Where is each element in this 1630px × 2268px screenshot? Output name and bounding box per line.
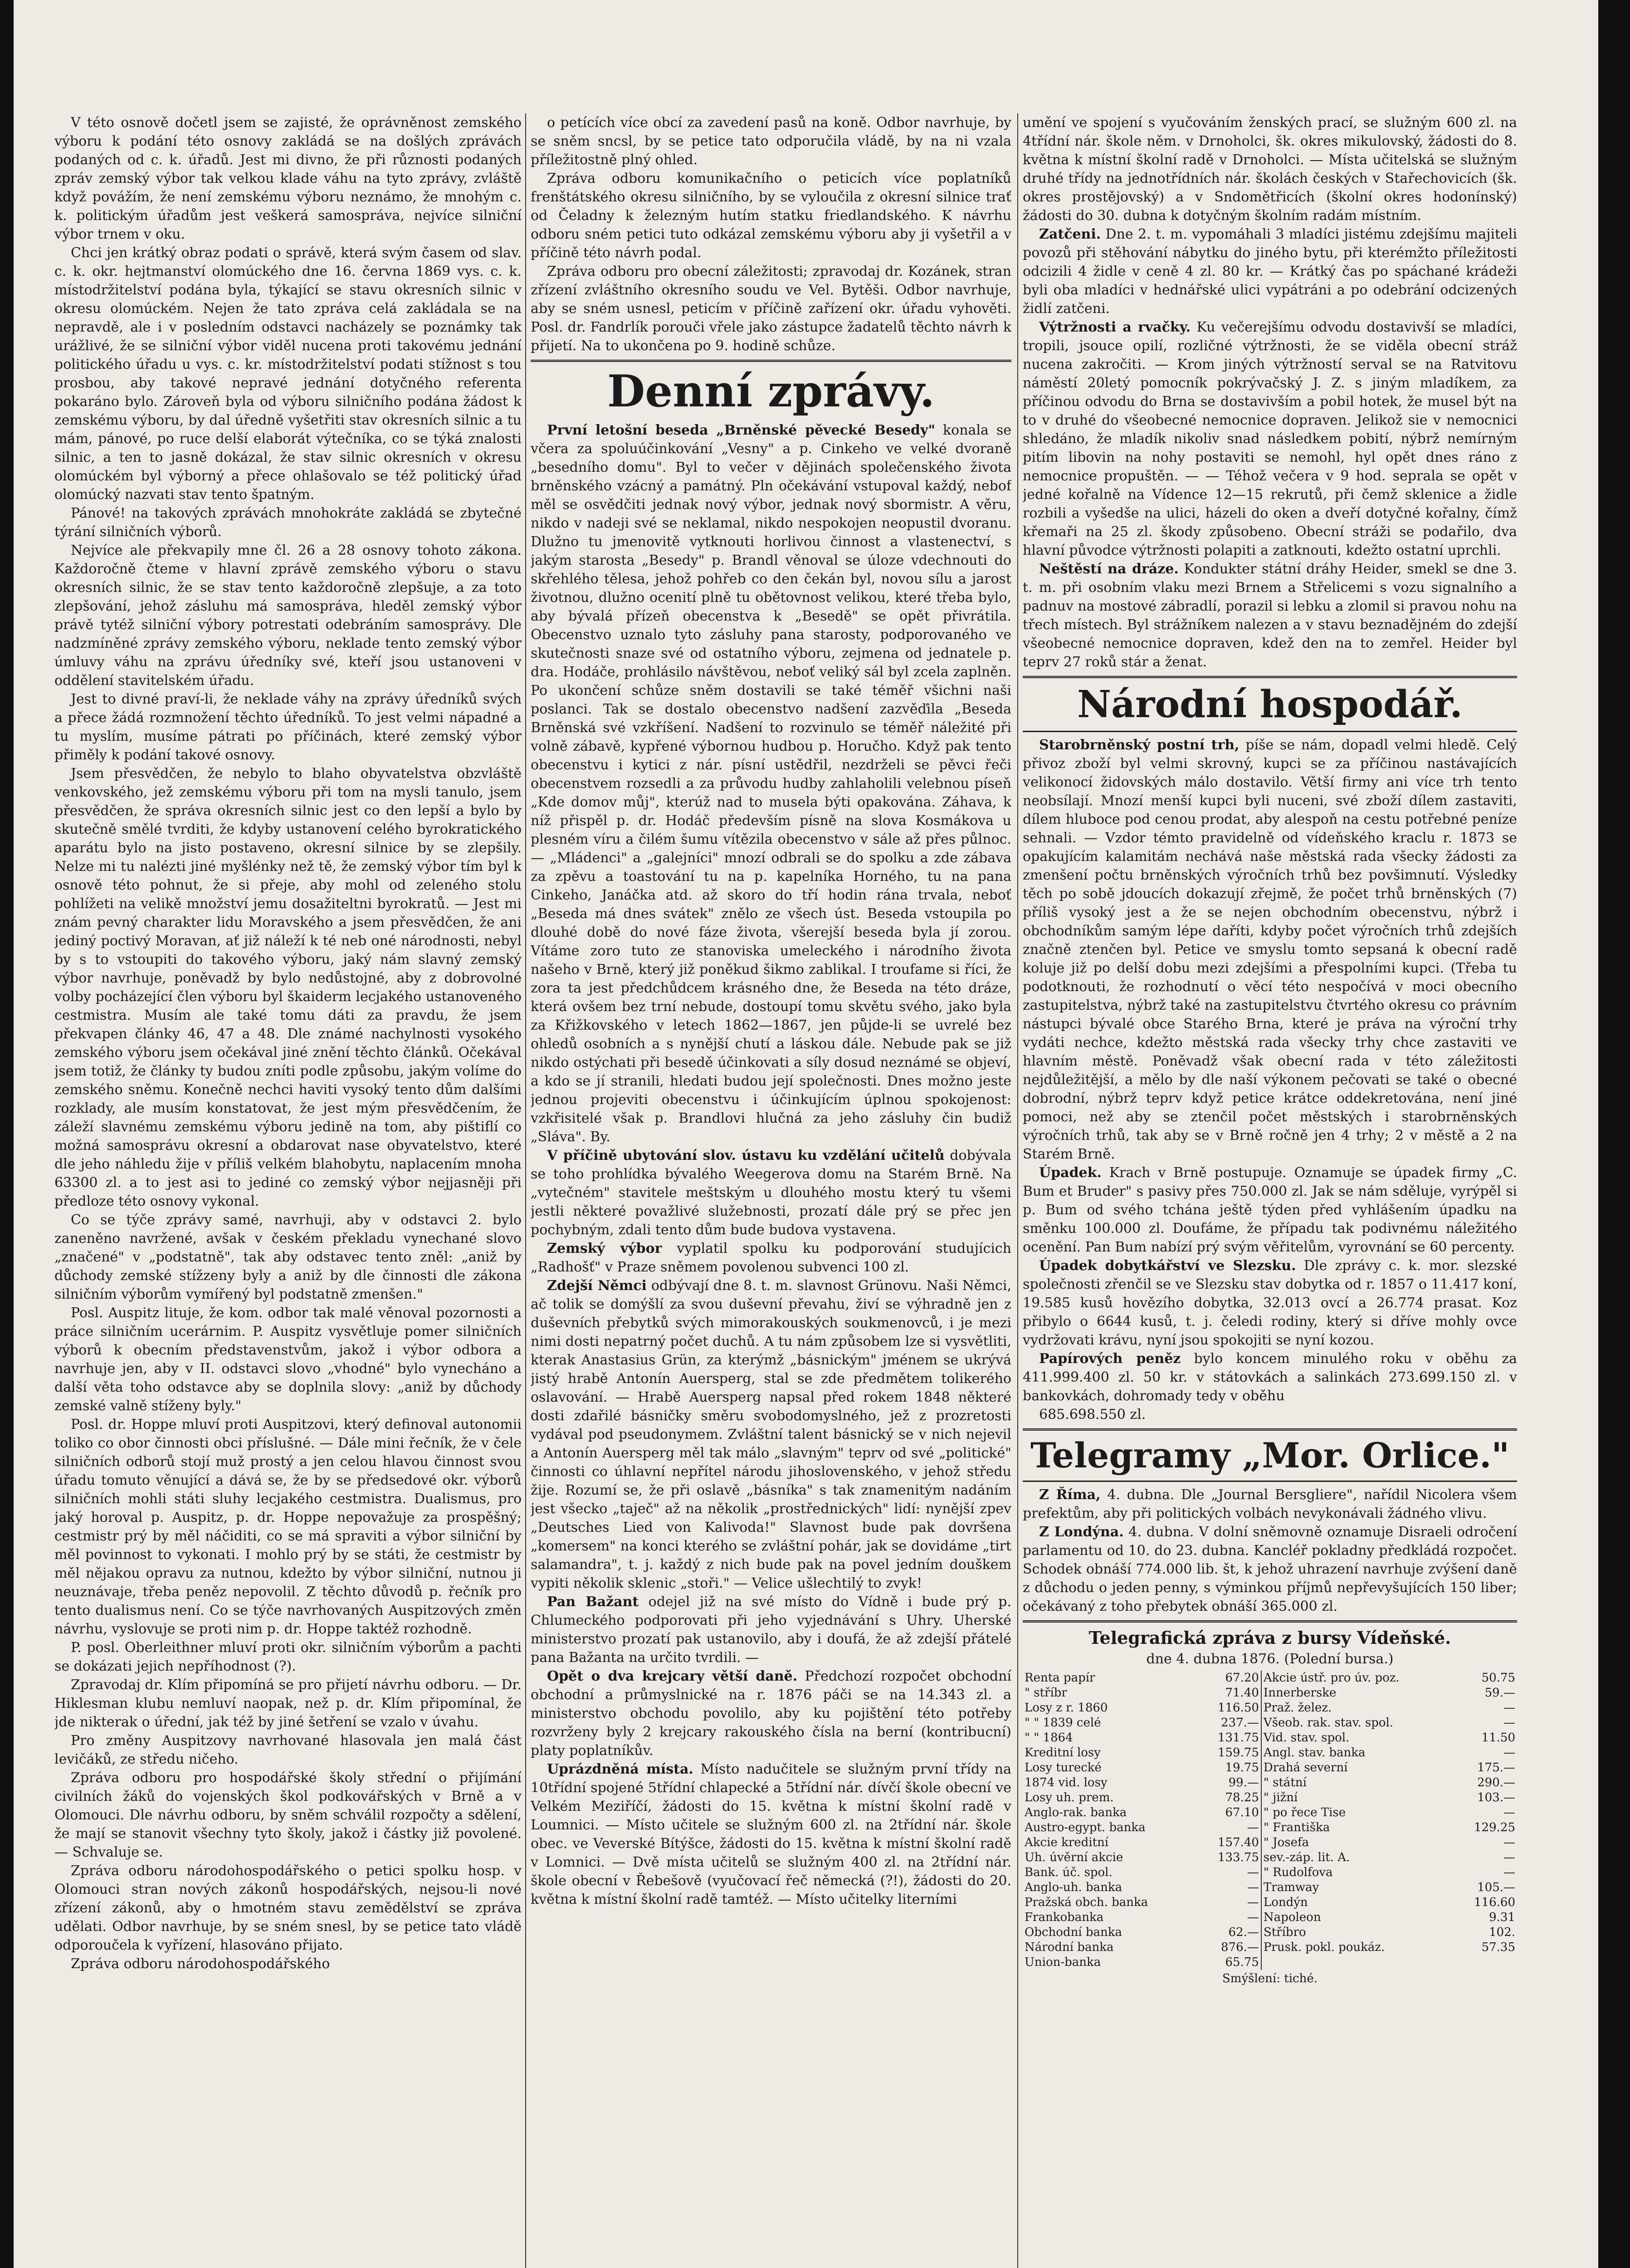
section-divider xyxy=(1023,676,1517,678)
bourse-cell: 237.— xyxy=(1221,1716,1259,1730)
telegrams-heading: Telegramy „Mor. Orlice." xyxy=(1030,1435,1510,1476)
bourse-cell: Losy turecké xyxy=(1025,1761,1102,1774)
economy-item-text: Dle zprávy c. k. mor. slezské společnosti zřenčil se ve Slezsku stav dobytka od r. 1857 o 11.417 koní, 19.585 kusů hovězího dobytka, 32.013 ovcí a 26.774 prasat. Koz přibylo o 6644 kusů, t. j. čeledi rodiny, který si dříve mohly ovce vydržovati krávu, nyní jsou spokojiti se nyní kozou. xyxy=(1023,1258,1517,1348)
bourse-cell: Austro-egypt. banka xyxy=(1025,1821,1146,1834)
daily-news-item xyxy=(531,1239,1011,1276)
bourse-cell: — xyxy=(1503,1806,1515,1819)
scan-edge-left xyxy=(0,0,14,2268)
bourse-row xyxy=(1023,1716,1517,1730)
bourse-cell: Uh. úvěrní akcie xyxy=(1025,1851,1123,1864)
column-rule-1 xyxy=(525,113,526,2268)
local-news-items xyxy=(1023,225,1517,671)
daily-news-item-title: Zdejší Němci xyxy=(547,1278,647,1294)
bourse-cell: Losy uh. prem. xyxy=(1025,1791,1114,1804)
column1-paragraph: Zpráva odboru národohospodářského o petici spolku hosp. v Olomouci stran nových zákonů hospodářských, nejsou-li nové zřízení zákonů, aby o hmotném stavu zemědělství se zpráva udělati. Odbor navrhuje, by se sném snesl, by se petice tato vládě odporoučela k vyřízení, hlasováno přijato. xyxy=(54,1863,522,1953)
local-news-item-title: Neštěstí na dráze. xyxy=(1039,561,1179,577)
bourse-table xyxy=(1023,1671,1517,1970)
bourse-cell: 116.60 xyxy=(1474,1896,1515,1909)
economy-item xyxy=(1023,1405,1517,1424)
column-2-top xyxy=(531,113,1011,355)
column2-top-paragraph: o petících více obcí za zavedení pasů na koně. Odbor navrhuje, by se sněm sncsl, by se petice tato odporučila vládě, by na ni vzala příležitostně plný ohled. xyxy=(531,115,1011,168)
local-news-item xyxy=(1023,318,1517,560)
local-news-item xyxy=(1023,560,1517,671)
bourse-row xyxy=(1023,1925,1517,1940)
column-3 xyxy=(1023,113,1517,2268)
col3-top-text: umění ve spojení s vyučováním ženských prací, se služným 600 zl. na 4třídní nár. škole něm. v Drnoholci, šk. okres mikulovský, žádosti do 8. května k místní školní radě v Drnoholci. — Místa učitelská se služným druhé třídy na jednotřídních nár. školách českých v Stařechovicích (šk. okres prostějovský) a v Sndomětřicích (školní okres hodonínský) žádosti do 30. dubna k dotyčným školním radám místním. xyxy=(1023,115,1517,224)
column1-paragraph: Pro změny Auspitzovy navrhované hlasovala jen malá část levičáků, ze středu ničeho. xyxy=(54,1733,522,1767)
daily-news-item-text: Předchozí rozpočet obchodní obchodní a průmyslnické na r. 1876 páči se na 14.343 zl. a ministerstvo obchodu povolilo, aby ku pojištění této potřeby rozvrženy byly 2 krejcary rakouského čísla na berní (kontribucní) platy poplatníkův. xyxy=(531,1668,1011,1759)
bourse-cell: 59.— xyxy=(1484,1686,1515,1700)
bourse-cell: 50.75 xyxy=(1481,1671,1515,1685)
local-news-item-title: Výtržnosti a rvačky. xyxy=(1039,319,1191,335)
economy-item-title: Úpadek dobytkářství ve Slezsku. xyxy=(1039,1258,1296,1274)
daily-news-item-title: První letošní beseda „Brněnské pěvecké Besedy" xyxy=(547,422,936,438)
bourse-cell: — xyxy=(1247,1821,1259,1834)
daily-news-heading: Denní zprávy. xyxy=(607,366,935,417)
bourse-cell: Kreditní losy xyxy=(1025,1746,1101,1760)
column2-top-paragraph: Zpráva odboru komunikačního o peticích více poplatníků frenštátského okresu silničního, by se vyloučila z okresní silnice trať od Čeladny k železným hutím statku friedlandského. K návrhu odboru sném petici tuto odkázal zemskému výboru aby ji vyšetřil a v příčině této návrh podal. xyxy=(531,171,1011,261)
economy-item xyxy=(1023,736,1517,1163)
bourse-cell: " jižní xyxy=(1261,1790,1455,1805)
bourse-row xyxy=(1023,1775,1517,1790)
economy-item-text: píše se nám, dopadl velmi hledě. Celý přivoz zboží byl velmi skrovný, kupci se za příčinou nastávajících velikonocí židovských málo dostavilo. Větší firmy ani více trh tento neobsílají. Mnozí menší kupci byli nuceni, své zboží dílem zastaviti, dílem hluboce pod cenou prodat, aby alespoň na cestu potřebné peníze sehnali. — Vzdor témto pravidelně od vídeňského kraclu r. 1873 se opakujícím kalamitám nechává naše městská rada všecky žádosti za zmenšení počtu brněnských výročních trhů bez povšimnutí. Výsledky těch po sobě jdoucích dokazují zřejmě, že počet trhů brněnských (7) příliš vysoký jest a že se nejen obchodním obecenstvu, nýbrž i obchodníkům samým lépe daříti, kdyby počet výročních trhů zdejších značně ztenčen byl. Petice ve smyslu tomto sepsaná k obecní radě koluje již po delší dobu mezi zdejšími a přespolními kupci. (Třeba tu podotknouti, že rozhodnutí o věcí této nespočívá v moci obecního zastupitelstva, nýbrž také na zastupitelstvu čtvrtého okresu co právním nástupci bývalé obce Starého Brna, které je práva na výroční trhy vydáti nechce, kdežto městská rada všecky trhy chce zastaviti ve hlavním městě. Poněvadž však obecní rada v této záležitosti nejdůležitější, a mělo by dle naší výkonem pečovati se také o obecné dobrodní, nýbrž teprv když petice krátce oddekretována, není jiné pomoci, než aby se ztenčil počet městských i starobrněnských výročních trhů, tak aby se v Brně ročně jen 4 trhy; 2 v městě a 2 na Starém Brně. xyxy=(1023,737,1517,1162)
telegram-item-title: Z Londýna. xyxy=(1039,1524,1124,1540)
daily-news-item xyxy=(531,1760,1011,1909)
bourse-cell: Union-banka xyxy=(1025,1955,1101,1969)
local-news-item-text: Ku večerejšímu odvodu dostavivší se mladíci, tropili, jsouce opilí, rozličné výtržnosti, že se viděla obecní stráž nucena zakročiti. — Krom jiných výtržností serval se na Ratvitovu náměstí 20letý pomocník pokrývačský J. Z. s jiným mladíkem, za příčinou odvodu do Brna se dostavivším a pobil hotek, že musel být na to v druhé do všeobecné nemocnice dopraven. Jelikož sie v nemocnici shledáno, že mladík nikoliv snad následkem pobití, nýbrž nemírným pitím libovin na nohy postaviti se nemohl, hyl opět dnes ráno z nemocnice propuštěn. — — Téhož večera v 9 hod. seprala se opět v jedné kořalně na Vídence 12—15 rekrutů, při čemž sklenice a židle rozbili a vyšedše na ulici, házeli do oken a dveří dotyčné kořalny, čímž křemaři na 25 zl. škody způsobeno. Obecní stráži se podařilo, dva hlavní původce výtržnosti polapiti a zatknouti, kdežto ostatní uprchli. xyxy=(1023,319,1517,558)
bourse-cell: " Josefa xyxy=(1261,1835,1455,1850)
bourse-cell: " " 1839 celé xyxy=(1025,1716,1101,1730)
economy-item-text: Krach v Brně postupuje. Oznamuje se úpadek firmy „C. Bum et Bruder" s pasivy přes 750.000 zl. Jak se nám sděluje, vyrýpěl si p. Bum od svého tchána ještě týden před vyhlášením úpadku na směnku 100.000 zl. Doufáme, že případu tak podivnému náležitého ocenění. Pan Bum nabízí prý svým věřitelům, vyrovnání se 60 percenty. xyxy=(1023,1165,1517,1255)
economy-item xyxy=(1023,1163,1517,1256)
bourse-row xyxy=(1023,1955,1517,1970)
bourse-cell: Losy z r. 1860 xyxy=(1025,1701,1108,1715)
column1-paragraph: Nejvíce ale překvapily mne čl. 26 a 28 osnovy tohoto zákona. Každoročně čteme v hlavní zprávě zemského výboru o stavu okresních silnic, že se stav tento každoročně zlepšuje, a za toto zlepšování, jehož zásluhu má samospráva, hleděl zemský výbor právě tytéž silniční výbory potrestati odebráním samosprávy. Dle nadzmíněné zprávy zemského výboru, neklade tento zemský výbor úmluvy váhu na zprávu úředníky své, kteří jsou ustanoveni v oddělení stavitelském úřadu. xyxy=(54,543,522,689)
bourse-cell: — xyxy=(1503,1851,1515,1864)
daily-news-item-title: Zemský výbor xyxy=(547,1241,662,1256)
bourse-cell: 11.50 xyxy=(1481,1731,1515,1745)
bourse-cell: 290.— xyxy=(1477,1776,1515,1789)
bourse-cell: Praž. želez. xyxy=(1261,1701,1455,1716)
bourse-cell: " po řece Tise xyxy=(1261,1805,1455,1820)
telegram-item-text: 4. dubna. V dolní sněmovně oznamuje Disraeli odročení parlamentu od 10. do 23. dubna. Kancléř pokladny předkládá rozpočet. Schodek obnáší 774.000 lib. št, k jehož uhrazení navrhuje zvýšení daně z důchodu o jeden penny, s výminkou příjmů nepřevyšujících 150 liber; očekávaný z toho přebytek obnáší 365.000 zl. xyxy=(1023,1524,1517,1614)
bourse-cell: Angl. stav. banka xyxy=(1261,1745,1455,1760)
bourse-cell: 78.25 xyxy=(1225,1791,1259,1804)
economy-item xyxy=(1023,1349,1517,1405)
column1-paragraph: Posl. Auspitz lituje, že kom. odbor tak malé věnoval pozornosti a práce silničním ucerárnim. P. Auspitz vysvětluje pomer silničních výborů k obecním představenstvům, jakož i výbor odbora a navrhuje jen, aby v II. odstavci slovo „vhodné" bylo vynecháno a další věta toho odstavce aby se doplnila slovy: „aniž by důchody zemské valně stíženy byly." xyxy=(54,1305,522,1414)
daily-news-item xyxy=(531,1146,1011,1239)
daily-news-item-text: dobývala se toho prohlídka bývalého Weegerova domu na Starém Brně. Na „vytečném" stavitele meštským u dlouhého mostu který tu všemi jestli některé považlivé služebnosti, prozatí dále prý se přec jen pochybným, zdali tento dům bude budova vystavena. xyxy=(531,1148,1011,1238)
bourse-cell: sev.-záp. lit. A. xyxy=(1261,1850,1455,1865)
bourse-row xyxy=(1023,1730,1517,1745)
bourse-cell: Národní banka xyxy=(1025,1941,1114,1954)
daily-news-item-text: odejel již na své místo do Vídně i bude prý p. Chlumeckého podporovati při jeho vyjednávání s Uhry. Uherské ministerstvo prozatí pak ustanovilo, aby i doufá, že až zdejší přátelé pana Bažanta na určito tvrdili. — xyxy=(531,1594,1011,1666)
bourse-cell: 157.40 xyxy=(1217,1836,1259,1849)
local-news-item xyxy=(1023,225,1517,318)
bourse-row xyxy=(1023,1880,1517,1895)
bourse-row xyxy=(1023,1850,1517,1865)
daily-news-item-title: Opět o dva krejcary větší daně. xyxy=(547,1668,798,1684)
column1-paragraph: P. posl. Oberleithner mluví proti okr. silničním výborům a pachti se dokázati jejich nepříhodnost (?). xyxy=(54,1640,522,1674)
bourse-cell xyxy=(1455,1955,1517,1970)
bourse-cell: Innerberske xyxy=(1261,1686,1455,1701)
bourse-cell: 175.— xyxy=(1477,1761,1515,1774)
bourse-cell: Tramway xyxy=(1261,1880,1455,1895)
local-news-item-title: Zatčeni. xyxy=(1039,226,1101,242)
section-divider xyxy=(1023,1620,1517,1623)
section-divider xyxy=(1023,1481,1517,1482)
bourse-row xyxy=(1023,1745,1517,1760)
bourse-cell: 133.75 xyxy=(1217,1851,1259,1864)
bourse-row xyxy=(1023,1820,1517,1835)
bourse-cell: — xyxy=(1247,1881,1259,1894)
bourse-cell: — xyxy=(1503,1716,1515,1730)
bourse-cell: Anglo-uh. banka xyxy=(1025,1881,1122,1894)
daily-news-items xyxy=(531,421,1011,1909)
daily-news-item-title: Uprázdněná místa. xyxy=(547,1761,693,1777)
column1-paragraph: V této osnově dočetl jsem se zajisté, že oprávněnost zemského výboru k podání této osnovy zakládá se na došlých zprávách podaných od c. k. úřadů. Jest mi divno, že při různosti podaných zpráv zemský výbor tak velkou klade váhu na tyto zprávy, zvláště když povážím, že není zemskému výboru neznámo, že mnohým c. k. politickým úřadům jest veškerá samospráva, nejvíce silniční výbor trnem v oku. xyxy=(54,115,522,242)
section-divider xyxy=(531,360,1011,362)
bourse-cell xyxy=(1261,1955,1455,1970)
economy-item-title: Úpadek. xyxy=(1039,1165,1102,1181)
bourse-cell: Londýn xyxy=(1261,1895,1455,1910)
bourse-cell: Obchodní banka xyxy=(1025,1926,1122,1939)
section-divider xyxy=(1023,731,1517,732)
economy-item-text: bylo koncem minulého roku v oběhu za 411.999.400 zl. 50 kr. v státovkách a salinkách 273.699.150 zl. v bankovkách, dohromady tedy v oběhu xyxy=(1023,1351,1517,1404)
column2-top-paragraph: Zpráva odboru pro obecní záležitosti; zpravodaj dr. Kozánek, stran zřízení zvláštního okresního soudu ve Vel. Bytěši. Odbor navrhuje, aby se sném usnesl, peticím v příčině zařízení okr. úřadu vyhověti. Posl. dr. Fandrlík porouči vřele jako zástupce žadatelů těchto návrh k přijetí. Na to ukončena po 9. hodině schůze. xyxy=(531,264,1011,354)
bourse-cell: — xyxy=(1247,1911,1259,1924)
column-2 xyxy=(531,113,1011,2268)
bourse-cell: " stříbr xyxy=(1025,1686,1067,1700)
column1-paragraph: Zpráva odboru národohospodářského xyxy=(71,1956,330,1972)
column1-paragraph: Zpráva odboru pro hospodářské školy střední o přijímání civilních žáků do vojenských škol podkovářských v Brně a v Olomouci. Dle návrhu odboru, by sněm schválil rozpočty a sdělení, že mají se stanovit všechny tyto školy, jakož i částky již povolené. — Schvaluje se. xyxy=(54,1770,522,1860)
column-1 xyxy=(54,113,522,2268)
column1-paragraph: Posl. dr. Hoppe mluví proti Auspitzovi, který definoval autonomii toliko co obor činnosti obci příslušné. — Dále mini řečník, že v čele silničních odborů stojí muž prostý a jen celou hlavou činnost svou úřadu tomuto věnující a dává se, že by se předsedové okr. výborů silničních mohli státi sluhy lecjakého cestmistra. Dualismus, pro jaký horoval p. Auspitz, p. dr. Hoppe nepovažuje za prospěšný; cestmistr prý by měl náčiditi, co se má spraviti a výbor silniční by měl povinnost to vykonati. I mohlo prý by se státi, že cestmistr by měl nějakou opravu za nutnou, kdežto by výbor silniční, nutnou ji neuznávaje, třeba peněz nepovolil. Z těchto důvodů p. řečník pro tento dualismus není. Co se týče navrhovaných Auspitzových změn návrhu, vyslovuje se proti nim p. dr. Hoppe taktéž rozhodně. xyxy=(54,1417,522,1637)
economy-heading: Národní hospodář. xyxy=(1077,683,1463,726)
column1-paragraph: Jest to divné praví-li, že neklade váhy na zprávy úředníků svých a přece žádá rozmnožení těchto úředníků. To jest velmi nápadné a tu myslím, musíme pátrati po příčinách, které zemský výbor přiměly k podání takové osnovy. xyxy=(54,691,522,763)
bourse-cell: Akcie ústř. pro úv. poz. xyxy=(1261,1671,1455,1686)
bourse-cell: 9.31 xyxy=(1489,1911,1515,1924)
bourse-cell: Všeob. rak. stav. spol. xyxy=(1261,1716,1455,1730)
bourse-cell: — xyxy=(1503,1836,1515,1849)
bourse-cell: " Františka xyxy=(1261,1820,1455,1835)
bourse-cell: — xyxy=(1503,1701,1515,1715)
telegram-item-title: Z Říma, xyxy=(1039,1487,1101,1503)
bourse-cell: 1874 vid. losy xyxy=(1025,1776,1108,1789)
daily-news-item xyxy=(531,1276,1011,1593)
bourse-footer: Smýšlení: tiché. xyxy=(1222,1972,1318,1985)
column1-paragraph: Zpravodaj dr. Klím připomíná se pro přijetí návrhu odboru. — Dr. Hiklesman klubu nemluví naopak, než p. dr. Klím připomínal, že jde nikterak o úřední, jak též by jiné šetření se vzalo v úvahu. xyxy=(54,1677,522,1730)
bourse-cell: Renta papír xyxy=(1025,1671,1095,1685)
economy-item xyxy=(1023,1256,1517,1349)
bourse-cell: 876.— xyxy=(1221,1941,1259,1954)
bourse-cell: 159.75 xyxy=(1217,1746,1259,1760)
column-rule-2 xyxy=(1017,113,1018,2268)
bourse-cell: Drahá severní xyxy=(1261,1760,1455,1775)
bourse-cell: 105.— xyxy=(1477,1881,1515,1894)
daily-news-item xyxy=(531,1593,1011,1667)
bourse-cell: 65.75 xyxy=(1225,1955,1259,1969)
bourse-cell: 102. xyxy=(1489,1926,1515,1939)
bourse-title: Telegrafická zpráva z bursy Vídeňské. xyxy=(1088,1628,1451,1648)
bourse-cell: Pražská obch. banka xyxy=(1025,1896,1148,1909)
bourse-cell: — xyxy=(1503,1866,1515,1879)
bourse-cell: — xyxy=(1247,1896,1259,1909)
bourse-cell: 62.— xyxy=(1228,1926,1259,1939)
daily-news-item-title: Pan Bažant xyxy=(547,1594,639,1610)
bourse-subtitle: dne 4. dubna 1876. (Polední bursa.) xyxy=(1146,1651,1394,1667)
bourse-cell: Vid. stav. spol. xyxy=(1261,1730,1455,1745)
bourse-row xyxy=(1023,1835,1517,1850)
bourse-cell: Frankobanka xyxy=(1025,1911,1104,1924)
economy-item-title: Starobrněnský postní trh, xyxy=(1039,737,1240,753)
bourse-cell: 129.25 xyxy=(1474,1821,1515,1834)
bourse-cell: Stříbro xyxy=(1261,1925,1455,1940)
telegram-item xyxy=(1023,1523,1517,1616)
bourse-cell: 67.20 xyxy=(1225,1671,1259,1685)
daily-news-item-title: V příčině ubytování slov. ústavu ku vzdělání učitelů xyxy=(547,1148,945,1163)
bourse-cell: " " 1864 xyxy=(1025,1731,1073,1745)
bourse-cell: 103.— xyxy=(1477,1791,1515,1804)
bourse-row xyxy=(1023,1701,1517,1716)
bourse-cell: " Rudolfova xyxy=(1261,1865,1455,1880)
daily-news-item xyxy=(531,421,1011,1146)
column1-paragraph: Pánové! na takových zprávách mnohokráte zakládá se zbytečné týrání silničních výborů. xyxy=(54,505,522,540)
bourse-cell: " státní xyxy=(1261,1775,1455,1790)
bourse-cell: 116.50 xyxy=(1217,1701,1259,1715)
bourse-row xyxy=(1023,1790,1517,1805)
column1-paragraph: Chci jen krátký obraz podati o správě, která svým časem od slav. c. k. okr. hejtmanství olomúckého dne 16. června 1869 vys. c. k. místodržitelství podána byla, týkající se stavu okresních silnic v okresu olomúckém. Nejen že tato zpráva celá zakládala se na nepravdě, ale i v posledním odstavci nacházely se poznámky tak urážlivé, že se silniční výbor viděl nucena proti takovému jednání politického úřadu u vys. c. kr. místodržitelství podati stížnost s tou prosbou, aby takové nepravé jednání dotyčného referenta pokaráno bylo. Zároveň byla od výboru silničního podána žádost k zemskému výboru, by dal úředně vyšetřiti stav okresních silnic a tu mám, pánové, po ruce delší elaborát výtečníka, co se týká znalosti silnic, a ten to jasně dokázal, že stav silnic okresních v okresu olomúckém byl výborný a přece ohlašovalo se též politický úřad olomúcký nazvati stav tento špatným. xyxy=(54,245,522,503)
daily-news-item-text: Místo nadučitele se služným první třídy na 10třídní spojené 5třídní chlapecké a 5třídní nár. dívčí škole obecní ve Velkém Meziříčí, žádosti do 15. května k místní školní radě v Loumnici. — Místo učitele se služným 600 zl. na 2třídní nár. škole obec. ve Veverské Bítýšce, žádosti do 15. května k místní školní radě v Lomnici. — Dvě místa učitelů se služným 400 zl. na 2třídní nár. škole obecní v Řebešově (vyučovací řeč německá (?!), žádosti do 20. května k místní školní radě tamtéž. — Místo učitelky literními xyxy=(531,1761,1011,1907)
daily-news-item-text: konala se včera za spoluúčinkování „Vesny" a p. Cinkeho ve velké dvoraně „besedního domu". Byl to večer v dějinách společenského života brněnského vzácný a památný. Pln očekávání vstupoval každý, nebof měl se osvědčiti jednak nový výbor, jednak nový sbormistr. A věru, nikdo v nadeji své se neklamal, nikdo nespokojen neopustil dvoranu. Dlužno tu jmenovitě vytknouti horlivou činnost a vlastenectví, s jakým starosta „Besedy" p. Brandl věnoval se úloze vdechnouti do skřehlého tělesa, jehož pohřeb co den čekán byl, novou sílu a jarost životnou, dlužno ocenití plně tu obětovnost velikou, které třeba bylo, aby bývalá přízeň obecenstva k „Besedě" se opět přivrátila. Obecenstvo uznalo tyto zásluhy pana starosty, podporovaného ve skutečnosti snaze své od ostatního výboru, zejmena od jednatele p. dra. Hodáče, prohlásilo návštěvou, neboť veliký sál byl zcela zaplněn. Po ukončení schůze sněm dostavili se také téměř všichni naši poslanci. Tak se dostalo obecenstvo nadšení zazvěďila „Beseda Brněnská své vzkříšení. Nadšení to rozvinulo se téměř náležité při volně zábavě, kypřené výbornou hudbou p. Horučho. Když pak tento obecenstvu i kytici z nár. písní ustědřil, nezdrželi se pěvci řeči obecenstvem rozsedli a za průvodu hudby zahlaholili velebnou píseň „Kde domov můj", kterúž nad to musela býti opakována. Záhava, k níž přispěl p. dr. Hodáč především písně na slova Kosmákova u plesném víru a čilém šumu vítězila obecenstvo v sále až přes půlnoc. — „Mládenci" a „galejníci" mnozí odbrali se do spolku a zde zábava za zpěvu a toastování tu na p. kapelníka Horného, tu na pana Cinkeho, Janáčka atd. až skoro do tří hodin rána trvala, neboť „Beseda má dnes svátek" znělo ze všech úst. Beseda vstoupila po dlouhé době do nové fáze života, všerejší beseda byla jí zorou. Vítáme zoro tuto ze stanoviska umeleckého i národního života našeho v Brně, který již poněkud šikmo zablikal. I troufame si říci, že zora ta jest předchůdcem krásného dne, že Beseda na této dráze, která ovšem bez trní nebude, dostoupí tomu skvětu svého, jako byla za Křižkovského v letech 1862—1867, jen půjde-li se uvrelé bez ohledů osobních a s nynější chutí a láskou dále. Nebude pak se již nikdo ostýchati při besedě účinkovati a síly dosud neznámé se objeví, a kdo se jí stranili, hledati budou její společnosti. Dnes možno jeste jednou projeviti obecenstvu i účinkujícím úplnou spokojenost: vzkřisitelé však p. Brandlovi hlučná za jeho zásluhy čin budiž „Sláva". By. xyxy=(531,422,1011,1145)
section-divider xyxy=(1023,1428,1517,1431)
bourse-row xyxy=(1023,1940,1517,1955)
daily-news-item xyxy=(531,1667,1011,1760)
bourse-row xyxy=(1023,1865,1517,1880)
bourse-row xyxy=(1023,1910,1517,1925)
scan-edge-right xyxy=(1598,0,1630,2268)
bourse-cell: Napoleon xyxy=(1261,1910,1455,1925)
bourse-cell: Akcie kreditní xyxy=(1025,1836,1109,1849)
bourse-cell: 71.40 xyxy=(1225,1686,1259,1700)
daily-news-item-text: vyplatil spolku ku podporování studujícich „Radhošť" v Praze sněmem povolenou subvenci 100 zl. xyxy=(531,1241,1011,1275)
bourse-cell: Prusk. pokl. poukáz. xyxy=(1261,1940,1455,1955)
bourse-row xyxy=(1023,1760,1517,1775)
bourse-cell: 99.— xyxy=(1228,1776,1259,1789)
economy-item-title: Papírových peněz xyxy=(1039,1351,1181,1367)
column1-paragraph: Co se týče zprávy samé, navrhuji, aby v odstavci 2. bylo zaneněno navržené, avšak v českém překladu vynechané slovo „značené" v „podstatně", tak aby odstavec tento zněl: „aniž by důchody zemské stížzeny byly a aniž by dle činnosti dle zákona silničním výborům vymířený byl podstatně zmenšen." xyxy=(54,1212,522,1302)
bourse-row xyxy=(1023,1805,1517,1820)
column1-paragraph: Jsem přesvědčen, že nebylo to blaho obyvatelstva obzvláště venkovského, jež zemskému výboru při tom na mysli tanulo, jsem přesvědčen, že správa okresních silnic jest co den lepší a bylo by skutečně smělé tvrditi, že kdyby ustanovení celého byrokratického aparátu bylo na jisto postaveno, okresní silnice by se zlepšily. Nelze mi tu nalézti jiné myšlénky než tě, že zemský výbor tím byl k osnově této pohnut, že si přeje, aby mohl od zeleného stolu pohlížeti na velikě množství jemu dosažiteltni byrokratů. — Jest mi znám pevný charakter lidu Moravského a jsem přesvědčen, že ani jediný poctivý Moravan, ať již náleží k té neb oné národnosti, nebyl by s to vstoupiti do takového výboru, jaký nám slavný zemský výbor navrhuje, poněvadž by bylo nedůstojné, aby z dobrovolné volby pocházející člen výboru byl škaiderm lecjakého ustanoveného cestmistra. Musím ale také tomu dáti za pravdu, že jsem překvapen články 46, 47 a 48. Dle známé nachylnosti vysokého zemského výboru jsem očekával jiné znění těchto článků. Očekával jsem totiž, že články ty budou zníti podle způsobu, jakým volíme do zemského sněmu. Konečně nechci haviti vysoký tento dům dalšími rozklady, ale musím konstatovat, že jest mým přesvědčením, že záleží slavnému zemskému výboru jedině na tom, aby pištiflí co možná samosprávu okresní a obdarovat nase obyvatelstvo, které dle jeho náhledu žije v příliš velkém blahobytu, naplacením mnoha 63300 zl. a to jest asi to jediné co zemský výbor nejjasněji při předloze této osnovy vykonal. xyxy=(54,766,522,1209)
bourse-row xyxy=(1023,1686,1517,1701)
telegram-item xyxy=(1023,1486,1517,1523)
bourse-cell: 57.35 xyxy=(1481,1941,1515,1954)
daily-news-item-text: odbývají dne 8. t. m. slavnost Grünovu. Naši Němci, ač tolik se domýšlí za svou duševní převahu, živí se výhradně jen z duševních přebytků svých mimorakouských soukmenovců, i je mezi nimi dosti nepatrný počet duchů. A tu nám způsobem lze si vysvětliti, kterak Anastasius Grün, za kterýmž „básnickým" jménem se ukrývá jistý hrabě Antonín Auersperg, stal se zde předmětem tolikerého oslavování. — Hrabě Auersperg napsal před rokem 1848 některé dosti zdařilé básničky směru svobodomyslného, jež z prozretosti vydával pod pseudonymem. Zvláštní talent básnický se v nich nejevil a Antonín Auersperg měl tak málo „slavným" teprv od své „politické" činnosti co úhlavní nepřítel národu jihoslovenského, v jehož středu žije. Rozumí se, že při oslavě „básníka" s tak znamenitým nadáním jest všecko „taječ" až na několik „prostřednických" lidí: nynější zpev „Deutsches Lied von Kalivoda!" Slavnost bude pak dovršena „komersem" na konci kterého se zvláštní pohár, jak se dovidáme „tirt salamandra", t. j. každý z nich bude pak na povel jedním douškem vypiti několik sklenic „stoři." — Velice ušlechtilý to zvyk! xyxy=(531,1278,1011,1591)
economy-items xyxy=(1023,736,1517,1424)
telegram-items xyxy=(1023,1486,1517,1616)
economy-item-text: 685.698.550 zl. xyxy=(1039,1407,1146,1422)
bourse-cell: — xyxy=(1503,1746,1515,1760)
bourse-row xyxy=(1023,1671,1517,1686)
local-news-item-text: Dne 2. t. m. vypomáhali 3 mladíci jistému zdejšímu majiteli povozů při stěhování nábytku do jiného bytu, při kterémžto příležitosti odcizili 4 židle v ceně 4 zl. 80 kr. — Krátký čas po spáchané krádeži byli oba mladíci v hednářské ulici vypátráni a po odebrání odcizených židlí zatčeni. xyxy=(1023,226,1517,317)
bourse-cell: 19.75 xyxy=(1225,1761,1259,1774)
local-news-item-text: Kondukter státní dráhy Heider, smekl se dne 3. t. m. při osobním vlaku mezi Brnem a Střelicemi s vozu signalního a padnuv na mostové zábradlí, porazil si lebku a zlomil si pravou nohu na třech místech. Byl strážníkem nalezen a v stavu beznadějném do zdejší všeobecné nemocnice dopraven, kdež den na to zemřel. Heider byl teprv 27 roků stár a ženat. xyxy=(1023,561,1517,670)
bourse-cell: 131.75 xyxy=(1217,1731,1259,1745)
bourse-cell: Bank. úč. spol. xyxy=(1025,1866,1113,1879)
bourse-cell: Anglo-rak. banka xyxy=(1025,1806,1127,1819)
bourse-cell: — xyxy=(1247,1866,1259,1879)
bourse-cell: 67.10 xyxy=(1225,1806,1259,1819)
bourse-row xyxy=(1023,1895,1517,1910)
telegram-item-text: 4. dubna. Dle „Journal Bersgliere", nařídil Nicolera všem prefektům, aby při politických volbách nevykonávali žádného vlivu. xyxy=(1023,1487,1517,1521)
